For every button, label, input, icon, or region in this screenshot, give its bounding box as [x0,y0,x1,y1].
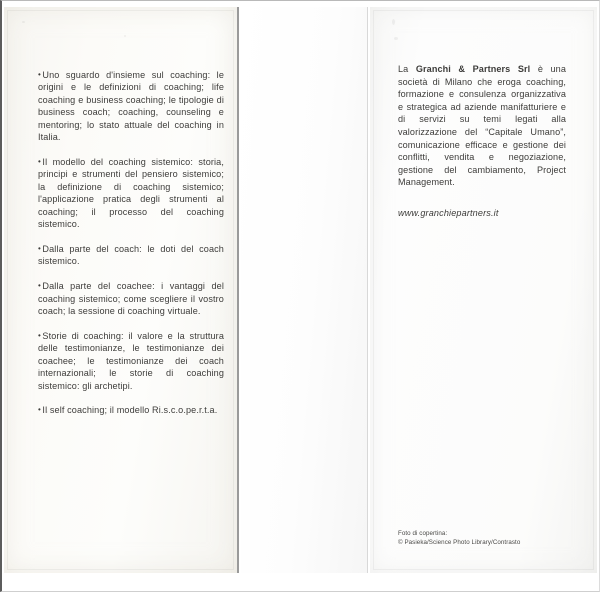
contents-bullet-item [38,243,224,268]
bullet-icon: • [38,70,41,79]
back-cover-contents-list [38,69,224,417]
contents-bullet-text: Il modello del coaching sistemico: storia, principi e strumenti del pensiero sistemico; la definizione di coaching sistemico; l'applicazione pratica degli strumenti al coaching; il processo del coaching sistemico. [38,157,224,230]
contents-bullet-item [38,404,224,416]
bullet-icon: • [38,281,41,291]
paper-speck [22,21,25,23]
bullet-icon: • [38,405,41,415]
spine-panel [241,7,368,573]
contents-bullet-text: Dalla parte del coachee: i vantaggi del coaching sistemico; come scegliere il vostro coach; la sessione di coaching virtuale. [38,281,224,317]
company-description-paragraph [398,63,566,189]
contents-bullet-item [38,280,224,317]
contents-bullet-item [38,156,224,231]
photo-credit-block [398,530,566,547]
publisher-blurb [398,63,566,220]
bullet-icon: • [38,157,41,167]
paper-speck [124,35,126,37]
bullet-icon: • [38,244,41,254]
contents-bullet-item [38,330,224,392]
paper-speck [392,19,395,25]
bullet-icon: • [38,330,41,340]
intro-prefix: La [398,64,416,74]
company-name: Granchi & Partners Srl [415,64,531,74]
contents-bullet-text: Dalla parte del coach: le doti del coach sistemico. [38,244,224,267]
photo-credit-label: Foto di copertina: [398,530,448,537]
photo-credit-source: © Pasieka/Science Photo Library/Contrasto [398,538,521,546]
company-website: www.granchiepartners.it [398,207,499,218]
company-description: è una società di Milano che eroga coaching, formazione e consulenza organizzativa e strategica ad aziende manifatturiere e di servizi su temi legati alla valorizzazione del “Capitale Umano”, comunicazione efficace e gestione dei conflitti, vendita e negoziazione, gestione del cambiamento, Project Management. [398,64,566,188]
contents-bullet-text: Storie di coaching: il valore e la struttura delle testimonianze, le testimonianze dei coachee; le testimonianze dei coach internazionali; le storie di coaching sistemico: gli archetipi. [38,330,224,391]
contents-bullet-text: Il self coaching; il modello Ri.s.c.o.pe.r.t.a. [42,405,218,416]
paper-speck [394,37,398,40]
contents-bullet-text: Uno sguardo d'insieme sul coaching: le origini e le definizioni di coaching; life coaching e business coaching; le tipologie di business coach; coaching, counseling e mentoring; lo stato attuale del coaching in Italia. [38,70,224,143]
contents-bullet-item [38,69,224,144]
